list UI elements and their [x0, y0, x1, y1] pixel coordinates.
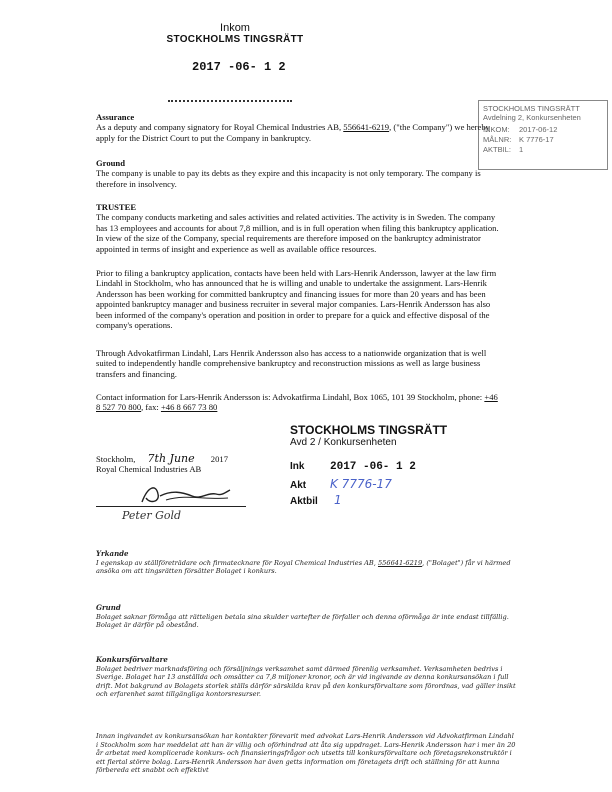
- assurance-text: As a deputy and company signatory for Royal Chemical Industries AB, 556641-6219, ("the Company") we hereby apply for the District Court to put the Company in bankruptcy.: [96, 122, 490, 143]
- signature-place: Stockholm,: [96, 454, 136, 464]
- signature-company: Royal Chemical Industries AB: [96, 464, 202, 475]
- yrkande-heading: Yrkande: [96, 549, 129, 558]
- trustee-section: [96, 202, 500, 254]
- ground-heading: Ground: [96, 158, 125, 168]
- yrkande-text: I egenskap av ställföreträdare och firmatecknare för Royal Chemical Industries AB, 556641-6219, ("Bolaget") får vi härmed ansöka om att tingsrätten försätter Bolaget i konkurs.: [96, 558, 511, 576]
- phone-number: +46 8 527 70 800: [96, 392, 498, 413]
- forvaltare-heading: Konkursförvaltare: [96, 655, 168, 664]
- signature-year: 2017: [210, 454, 228, 464]
- assurance-heading: Assurance: [96, 112, 135, 122]
- org-number-sv: 556641-6219: [377, 558, 423, 567]
- stamp-inkom: Inkom: [220, 22, 250, 34]
- forvaltare-paragraph-2: Innan ingivandet av konkursansökan har kontakter förevarit med advokat Lars-Henrik Andersson vid Advokatfirman Lindahl i Stockholm som har meddelat att han är villig och oförhindrad att åta sig uppdraget. Lars-Henrik Andersson har i mer än 20 år arbetat med komplicerade konkurs- och finansieringsfrågor och utsetts till konkursförvaltare och företagsrekonstruktör i ett flertal större bolag. Lars-Henrik Andersson har även getts information om företagets drift och ställning för att kunna förbereda ett snabbt och effektivt: [96, 732, 516, 775]
- registry-row: AKTBIL: 1: [483, 145, 524, 154]
- stamp-date: 2017 -06- 1 2: [192, 60, 286, 74]
- registry-title: STOCKHOLMS TINGSRÄTT: [483, 104, 580, 113]
- stamp-court-title: STOCKHOLMS TINGSRÄTT: [290, 423, 448, 437]
- handwritten-signature: [136, 480, 236, 508]
- fax-number: +46 8 667 73 80: [160, 402, 218, 413]
- stamp-department: Avd 2 / Konkursenheten: [290, 437, 397, 448]
- trustee-paragraph-3: Through Advokatfirman Lindahl, Lars Henrik Andersson also has access to a nationwide organization that is well suited to independently handle comprehensive bankruptcy and reconstruction missions as well as large business transfers and financing.: [96, 348, 487, 379]
- grund-section: [96, 604, 516, 630]
- registry-subtitle: Avdelning 2, Konkursenheten: [483, 113, 581, 122]
- grund-text: Bolaget saknar förmåga att rätteligen betala sina skulder vartefter de förfaller och denna oförmåga är inte endast tillfällig. Bolaget är därför på obestånd.: [96, 612, 509, 630]
- court-stamp-middle: [290, 424, 460, 507]
- stamp-row-ink: Ink 2017 -06- 1 2: [290, 461, 416, 473]
- grund-heading: Grund: [96, 603, 121, 612]
- stamp-row-akt: Akt K 7776-17: [290, 477, 392, 491]
- yrkande-section: [96, 550, 516, 576]
- org-number: 556641-6219: [343, 122, 390, 133]
- contact-info: Contact information for Lars-Henrik Andersson is: Advokatfirma Lindahl, Box 1065, 101 39 Stockholm, phone: +46 8 527 70 800, fax: +46 8 667 73 80: [96, 392, 498, 413]
- handwritten-date: 7th June: [147, 452, 195, 465]
- ground-section: [96, 158, 500, 189]
- ground-text: The company is unable to pay its debts as they expire and this incapacity is not only temporary. The company is therefore in insolvency.: [96, 168, 481, 189]
- forvaltare-section: [96, 656, 516, 699]
- signature-line: [96, 506, 246, 507]
- trustee-heading: TRUSTEE: [96, 202, 137, 212]
- signature-block: [96, 454, 256, 475]
- trustee-paragraph-1: The company conducts marketing and sales activities and related activities. The activity is in Sweden. The company has 13 employees and accounts for about 7,8 million, and is in full operation when filing this bankruptcy application. In view of the size of the Company, special requirements are therefore imposed on the bankruptcy administrator appointed in terms of insight and experience as well as available office resources.: [96, 212, 499, 254]
- registry-row: MÅLNR: K 7776-17: [483, 135, 554, 144]
- registry-row: INKOM: 2017-06-12: [483, 125, 558, 134]
- forvaltare-paragraph-1: Bolaget bedriver marknadsföring och försäljnings verksamhet samt därmed förenlig verksamhet. Verksamheten bedrivs i Sverige. Bolaget har 13 anställda och omsätter ca 7,8 miljoner kronor, och är vid ingivande av denna konkursansökan i full drift. Mot bakgrund av Bolagets storlek ställs därför särskilda krav på den konkursförvaltare som förordnas, vad gäller insikt och erfarenhet samt tillgängliga kontorsresurser.: [96, 664, 516, 699]
- assurance-section: [96, 112, 500, 143]
- dotted-divider: [168, 100, 292, 102]
- signatory-name: Peter Gold: [122, 509, 182, 522]
- stamp-row-aktbil: Aktbil 1: [290, 493, 342, 507]
- stamp-court-name: STOCKHOLMS TINGSRÄTT: [166, 34, 304, 45]
- received-stamp-top: [160, 22, 310, 74]
- trustee-paragraph-2: Prior to filing a bankruptcy application, contacts have been held with Lars-Henrik Andersson, lawyer at the law firm Lindahl in Stockholm, who has announced that he is willing and unable to undertake the assignment. Lars-Henrik Andersson has been working for committed bankruptcy and financing issues for more than 20 years and has been appointed bankruptcy manager and business recruiter in several major companies. Lars-Henrik Andersson has also been informed of the company's operation and position in order to prepare for a quick and effective disposal of the company's operations.: [96, 268, 497, 331]
